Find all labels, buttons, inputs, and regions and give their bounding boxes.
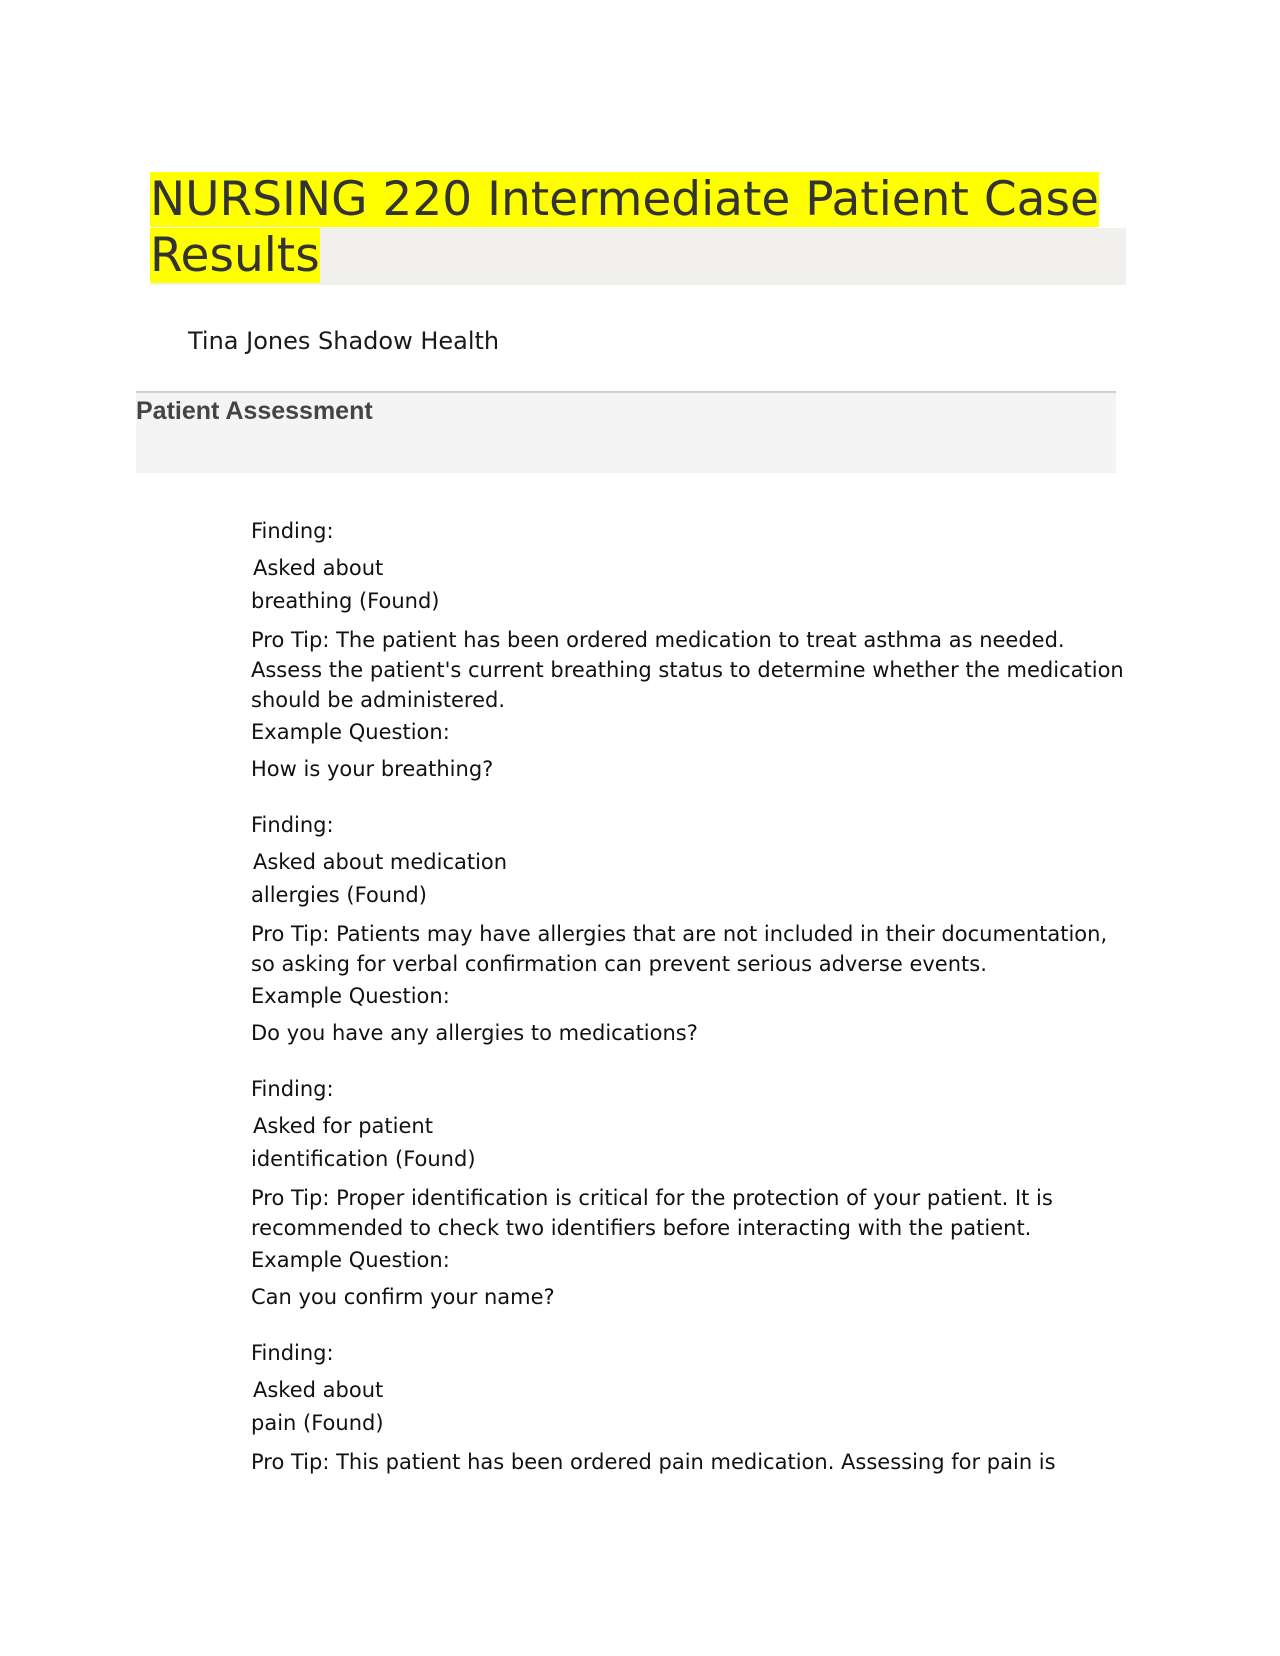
example-question: Can you confirm your name?: [251, 1285, 555, 1309]
example-question-label: Example Question:: [251, 1248, 450, 1272]
finding-label: Finding:: [251, 1077, 334, 1101]
finding-name-line2: breathing (Found): [251, 589, 440, 613]
example-question-label: Example Question:: [251, 984, 450, 1008]
finding-item: [251, 1076, 1131, 1310]
example-question: How is your breathing?: [251, 757, 494, 781]
example-question-label: Example Question:: [251, 720, 450, 744]
finding-name-line1: Asked about medication: [253, 850, 508, 874]
example-question: Do you have any allergies to medications?: [251, 1021, 698, 1045]
finding-item: [251, 1340, 1131, 1477]
finding-label: Finding:: [251, 519, 334, 543]
title-highlight: NURSING 220 Intermediate Patient Case Results: [150, 172, 1099, 283]
section-title: Patient Assessment: [136, 397, 373, 425]
pro-tip: Pro Tip: Patients may have allergies that are not included in their documentation, so asking for verbal confirmation can prevent serious adverse events.: [251, 922, 1108, 976]
finding-item: [251, 812, 1131, 1046]
finding-name-line1: Asked about: [253, 556, 384, 580]
finding-name-line2: pain (Found): [251, 1411, 384, 1435]
pro-tip: Pro Tip: Proper identification is critical for the protection of your patient. It is recommended to check two identifiers before interacting with the patient.: [251, 1186, 1053, 1240]
finding-label: Finding:: [251, 1341, 334, 1365]
finding-label: Finding:: [251, 813, 334, 837]
findings-list: [251, 518, 1131, 1507]
pro-tip: Pro Tip: The patient has been ordered medication to treat asthma as needed. Assess the patient's current breathing status to determine whether the medication should be administered.: [251, 628, 1124, 712]
document-subtitle: Tina Jones Shadow Health: [188, 327, 500, 355]
finding-name-line2: identification (Found): [251, 1147, 476, 1171]
finding-name-line2: allergies (Found): [251, 883, 427, 907]
finding-item: [251, 518, 1131, 782]
finding-name-line1: Asked about: [253, 1378, 384, 1402]
finding-name-line1: Asked for patient: [253, 1114, 433, 1138]
pro-tip: Pro Tip: This patient has been ordered pain medication. Assessing for pain is: [251, 1450, 1056, 1474]
